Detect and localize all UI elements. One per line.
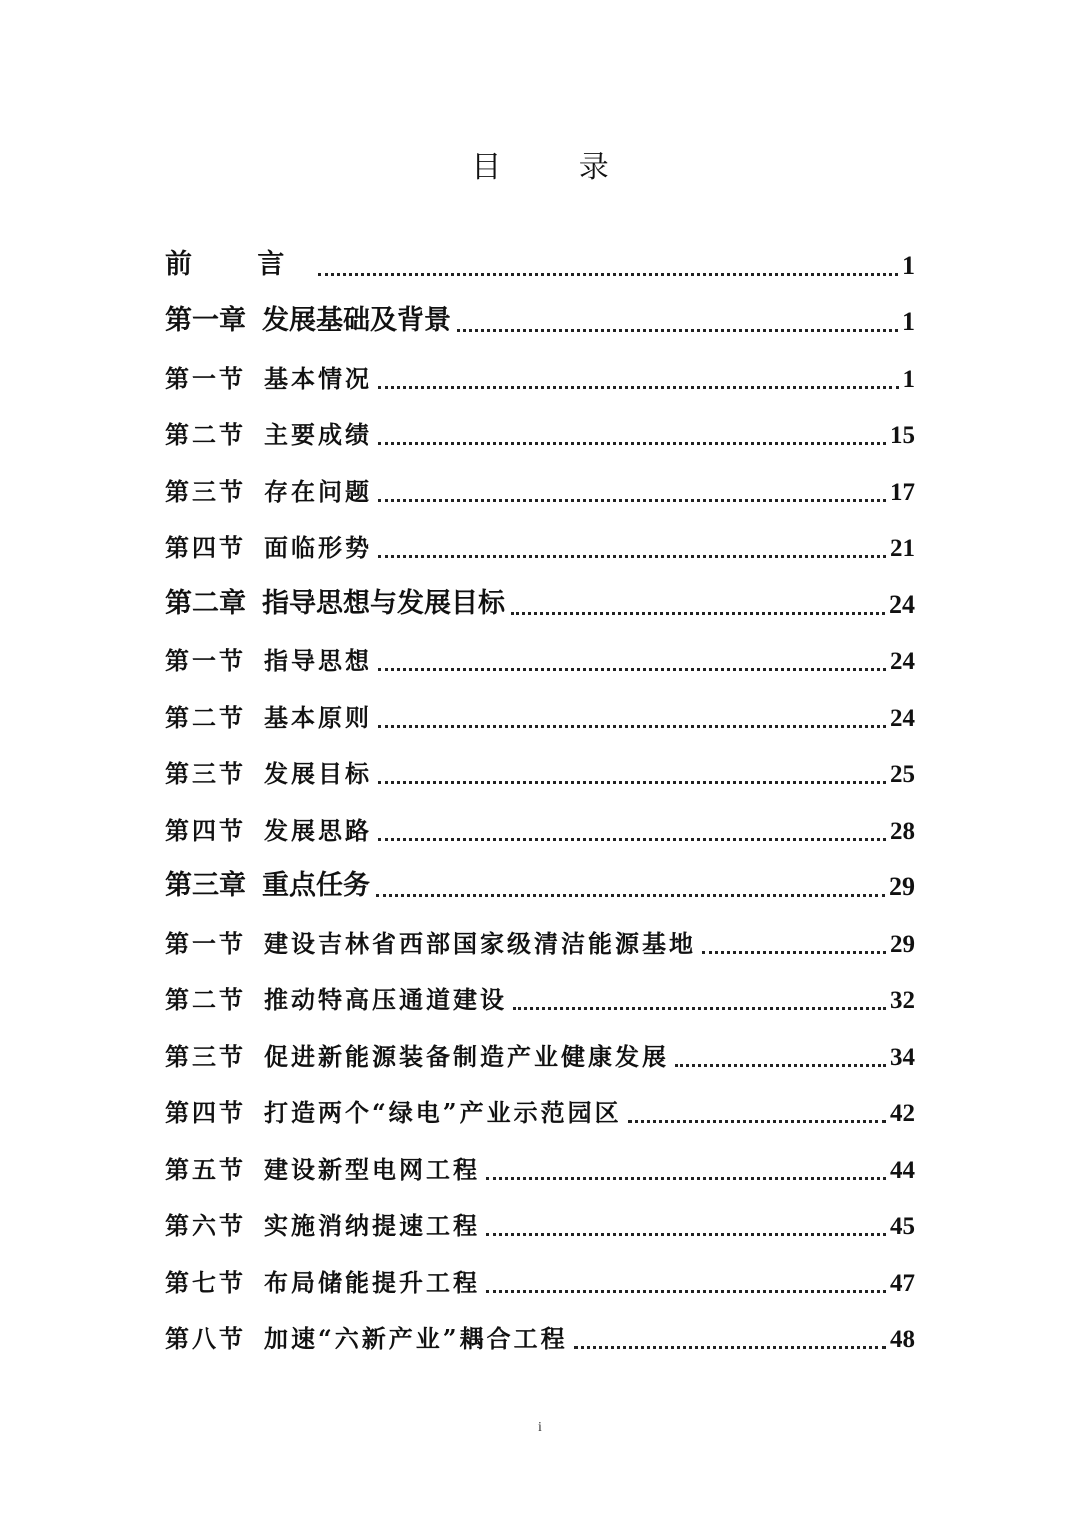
toc-entry[interactable] xyxy=(165,1084,915,1141)
toc-entry[interactable] xyxy=(165,519,915,576)
toc-entry-number: 第八节 xyxy=(165,1324,246,1353)
toc-dot-leader xyxy=(378,499,886,502)
toc-entry-page: 45 xyxy=(890,1213,915,1240)
toc-entry-page: 1 xyxy=(902,250,915,280)
toc-entry[interactable] xyxy=(165,349,915,406)
toc-dot-leader xyxy=(376,894,885,897)
toc-entry-page: 21 xyxy=(890,535,915,562)
toc-entry-number: 第一章 xyxy=(165,305,246,336)
toc-entry-title: 指导思想与发展目标 xyxy=(262,587,505,619)
toc-entry[interactable] xyxy=(165,1253,915,1310)
toc-entry[interactable] xyxy=(165,971,915,1028)
toc-dot-leader xyxy=(378,838,886,841)
toc-entry-title: 发展目标 xyxy=(264,759,372,788)
toc-dot-leader xyxy=(486,1290,886,1293)
page-number: i xyxy=(538,1420,542,1435)
toc-entry-number: 第五节 xyxy=(165,1154,246,1184)
toc-entry[interactable] xyxy=(165,1027,915,1084)
toc-entry-page: 24 xyxy=(889,589,915,619)
toc-entry-page: 47 xyxy=(890,1269,915,1297)
toc-entry[interactable] xyxy=(165,462,915,519)
toc-entry-number: 第七节 xyxy=(165,1267,246,1297)
toc-entry[interactable] xyxy=(165,801,915,858)
toc-dot-leader xyxy=(378,781,886,784)
toc-entry-title: 前 言 xyxy=(165,248,313,280)
toc-entry[interactable] xyxy=(165,575,915,632)
toc-entry[interactable] xyxy=(165,1310,915,1367)
toc-dot-leader xyxy=(457,329,898,332)
toc-entry[interactable] xyxy=(165,236,915,293)
toc-dot-leader xyxy=(574,1346,886,1349)
toc-entry-title: 发展思路 xyxy=(264,815,372,845)
toc-entry-page: 48 xyxy=(890,1326,915,1353)
toc-entry-number: 第三章 xyxy=(165,870,246,901)
toc-entry-number: 第四节 xyxy=(165,1098,246,1127)
toc-entry-number: 第一节 xyxy=(165,928,246,958)
toc-entry-title: 基本原则 xyxy=(264,702,372,732)
toc-dot-leader xyxy=(675,1064,886,1067)
toc-entry-page: 28 xyxy=(890,817,915,845)
toc-entry-page: 44 xyxy=(890,1156,915,1184)
toc-entry[interactable] xyxy=(165,914,915,971)
toc-entry-page: 32 xyxy=(890,987,915,1014)
toc-entry-title: 加速“六新产业”耦合工程 xyxy=(264,1324,568,1353)
toc-entry-title: 重点任务 xyxy=(262,870,370,901)
toc-entry-page: 24 xyxy=(890,648,915,675)
toc-entry-number: 第六节 xyxy=(165,1211,246,1240)
toc-entry-page: 1 xyxy=(902,307,915,336)
toc-dot-leader xyxy=(378,442,886,445)
toc-entry-page: 25 xyxy=(890,761,915,788)
toc-dot-leader xyxy=(486,1233,886,1236)
toc-entry-number: 第一节 xyxy=(165,363,246,393)
toc-dot-leader xyxy=(378,555,886,558)
toc-dot-leader xyxy=(513,1007,886,1010)
toc-entry-title: 推动特高压通道建设 xyxy=(264,985,507,1014)
toc-entry-title: 布局储能提升工程 xyxy=(264,1267,480,1297)
toc-entry-number: 第三节 xyxy=(165,1041,246,1071)
toc-dot-leader xyxy=(318,273,898,276)
toc-entry-page: 15 xyxy=(890,422,915,449)
toc-dot-leader xyxy=(511,612,885,615)
toc-dot-leader xyxy=(486,1177,886,1180)
toc-entry-title: 面临形势 xyxy=(264,533,372,562)
page-title: 目 录 xyxy=(471,150,643,185)
toc-entry-page: 34 xyxy=(890,1043,915,1071)
toc-entry-number: 第二章 xyxy=(165,587,246,619)
toc-entry-title: 主要成绩 xyxy=(264,420,372,449)
toc-entry-number: 第二节 xyxy=(165,985,246,1014)
toc-entry-title: 存在问题 xyxy=(264,476,372,506)
toc-entry-number: 第三节 xyxy=(165,476,246,506)
toc-entry-number: 第四节 xyxy=(165,533,246,562)
toc-entry[interactable] xyxy=(165,858,915,915)
toc-entry-title: 发展基础及背景 xyxy=(262,305,451,336)
toc-entry-title: 实施消纳提速工程 xyxy=(264,1211,480,1240)
toc-entry[interactable] xyxy=(165,632,915,689)
toc-dot-leader xyxy=(378,386,899,389)
toc-entry-page: 1 xyxy=(902,365,915,393)
toc-entry-page: 42 xyxy=(890,1100,915,1127)
toc-entry-title: 建设吉林省西部国家级清洁能源基地 xyxy=(264,928,696,958)
toc-entry-page: 29 xyxy=(889,872,915,901)
toc-entry-title: 基本情况 xyxy=(264,363,372,393)
toc-entry-number: 第一节 xyxy=(165,646,246,675)
toc-entry-title: 打造两个“绿电”产业示范园区 xyxy=(264,1098,622,1127)
toc-entry[interactable] xyxy=(165,293,915,350)
toc-dot-leader xyxy=(378,725,886,728)
toc-entry[interactable] xyxy=(165,745,915,802)
toc-entry[interactable] xyxy=(165,406,915,463)
table-of-contents xyxy=(165,236,915,1366)
toc-entry-number: 第三节 xyxy=(165,759,246,788)
toc-entry[interactable] xyxy=(165,1197,915,1254)
toc-entry-title: 指导思想 xyxy=(264,646,372,675)
toc-entry-number: 第二节 xyxy=(165,420,246,449)
toc-entry-page: 24 xyxy=(890,704,915,732)
toc-entry-number: 第四节 xyxy=(165,815,246,845)
toc-entry-number: 第二节 xyxy=(165,702,246,732)
toc-entry[interactable] xyxy=(165,688,915,745)
toc-entry-title: 促进新能源装备制造产业健康发展 xyxy=(264,1041,669,1071)
toc-entry-title: 建设新型电网工程 xyxy=(264,1154,480,1184)
toc-dot-leader xyxy=(702,951,886,954)
toc-dot-leader xyxy=(378,668,886,671)
toc-entry[interactable] xyxy=(165,1140,915,1197)
toc-entry-page: 17 xyxy=(890,478,915,506)
toc-dot-leader xyxy=(628,1120,886,1123)
toc-entry-page: 29 xyxy=(890,930,915,958)
